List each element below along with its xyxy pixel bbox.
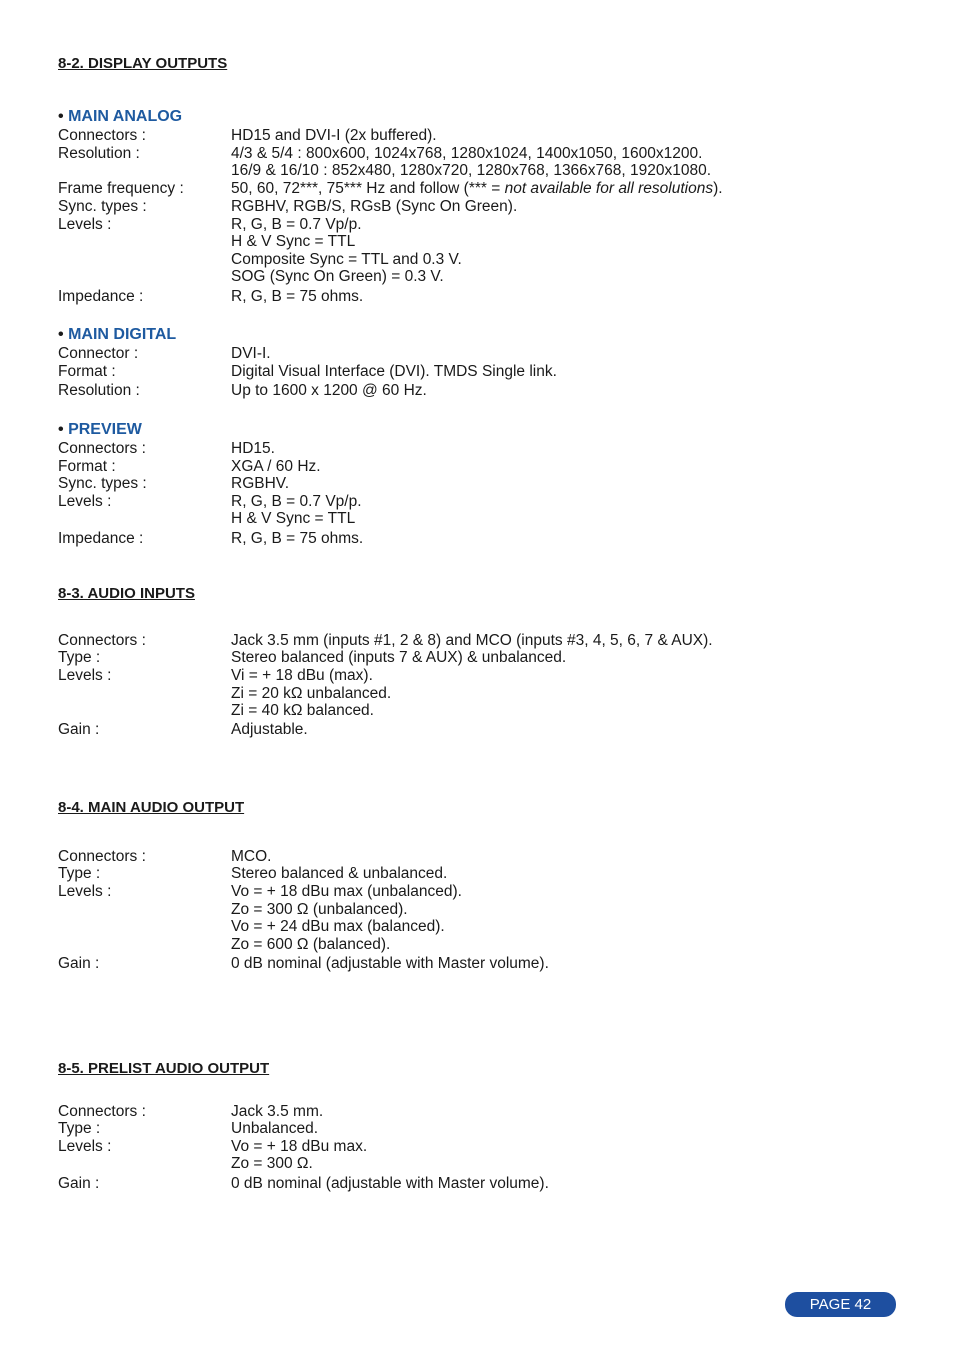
subsection-preview [58, 421, 142, 439]
spec-label: Connectors : [58, 1103, 146, 1120]
spec-label: Type : [58, 1120, 101, 1137]
subsection-main-analog [58, 108, 182, 126]
spec-value: Adjustable. [231, 721, 308, 738]
spec-value: XGA / 60 Hz. [231, 458, 321, 475]
spec-label: Levels : [58, 883, 112, 900]
spec-value: R, G, B = 0.7 Vp/p. [231, 493, 362, 510]
spec-value: Vo = + 24 dBu max (balanced). [231, 918, 445, 935]
spec-value-part: ). [713, 180, 723, 197]
spec-label: Gain : [58, 955, 100, 972]
spec-value: RGBHV. [231, 475, 290, 492]
spec-value: Unbalanced. [231, 1120, 319, 1137]
spec-value: DVI-I. [231, 345, 271, 362]
spec-value: Digital Visual Interface (DVI). TMDS Single link. [231, 363, 557, 380]
spec-value: 0 dB nominal (adjustable with Master volume). [231, 1175, 549, 1192]
spec-value: 16/9 & 16/10 : 852x480, 1280x720, 1280x768, 1366x768, 1920x1080. [231, 162, 712, 179]
spec-value: RGBHV, RGB/S, RGsB (Sync On Green). [231, 198, 518, 215]
spec-label: Connectors : [58, 127, 146, 144]
section-title-audio-inputs: 8-3. AUDIO INPUTS [58, 585, 195, 602]
spec-value: Vo = + 18 dBu max (unbalanced). [231, 883, 462, 900]
section-title-prelist-audio-output: 8-5. PRELIST AUDIO OUTPUT [58, 1060, 270, 1077]
bullet: • [58, 108, 64, 125]
spec-label: Resolution : [58, 382, 140, 399]
spec-label: Connector : [58, 345, 139, 362]
spec-value: H & V Sync = TTL [231, 233, 356, 250]
spec-label: Connectors : [58, 632, 146, 649]
bullet: • [58, 326, 64, 343]
section-title-main-audio-output: 8-4. MAIN AUDIO OUTPUT [58, 799, 245, 816]
spec-label: Impedance : [58, 288, 144, 305]
spec-value-part: 50, 60, 72***, 75*** Hz and follow (*** = [231, 180, 505, 197]
spec-value: Stereo balanced (inputs 7 & AUX) & unbalanced. [231, 649, 567, 666]
spec-label: Sync. types : [58, 198, 147, 215]
spec-value: Zo = 300 Ω. [231, 1155, 313, 1172]
spec-label: Format : [58, 458, 116, 475]
spec-value: Zo = 600 Ω (balanced). [231, 936, 391, 953]
spec-value: SOG (Sync On Green) = 0.3 V. [231, 268, 444, 285]
spec-value: Composite Sync = TTL and 0.3 V. [231, 251, 462, 268]
spec-label: Gain : [58, 721, 100, 738]
spec-value: 0 dB nominal (adjustable with Master volume). [231, 955, 549, 972]
spec-label: Connectors : [58, 440, 146, 457]
spec-value: Jack 3.5 mm. [231, 1103, 324, 1120]
spec-value: Stereo balanced & unbalanced. [231, 865, 448, 882]
spec-value: 4/3 & 5/4 : 800x600, 1024x768, 1280x1024, 1400x1050, 1600x1200. [231, 145, 703, 162]
spec-value: Jack 3.5 mm (inputs #1, 2 & 8) and MCO (inputs #3, 4, 5, 6, 7 & AUX). [231, 632, 713, 649]
spec-label: Levels : [58, 493, 112, 510]
bullet: • [58, 421, 64, 438]
spec-value [231, 180, 723, 198]
spec-value: R, G, B = 75 ohms. [231, 530, 364, 547]
spec-value: H & V Sync = TTL [231, 510, 356, 527]
subsection-label: MAIN ANALOG [68, 108, 183, 125]
spec-value: R, G, B = 75 ohms. [231, 288, 364, 305]
spec-label: Resolution : [58, 145, 140, 162]
spec-label: Levels : [58, 1138, 112, 1155]
spec-value: HD15. [231, 440, 275, 457]
subsection-label: PREVIEW [68, 421, 142, 438]
spec-label: Type : [58, 865, 101, 882]
spec-label: Frame frequency : [58, 180, 184, 197]
spec-label: Connectors : [58, 848, 146, 865]
subsection-main-digital [58, 326, 176, 344]
spec-value: HD15 and DVI-I (2x buffered). [231, 127, 437, 144]
spec-label: Gain : [58, 1175, 100, 1192]
spec-value: Zi = 20 kΩ unbalanced. [231, 685, 392, 702]
spec-value: Zo = 300 Ω (unbalanced). [231, 901, 408, 918]
spec-label: Format : [58, 363, 116, 380]
spec-value: Vo = + 18 dBu max. [231, 1138, 368, 1155]
spec-label: Sync. types : [58, 475, 147, 492]
spec-label: Type : [58, 649, 101, 666]
subsection-label: MAIN DIGITAL [68, 326, 177, 343]
spec-value: R, G, B = 0.7 Vp/p. [231, 216, 362, 233]
spec-value-italic: not available for all resolutions [504, 180, 714, 197]
page-number-badge: PAGE 42 [785, 1292, 896, 1317]
section-title-display-outputs: 8-2. DISPLAY OUTPUTS [58, 55, 228, 72]
spec-value: Zi = 40 kΩ balanced. [231, 702, 374, 719]
spec-value: MCO. [231, 848, 272, 865]
spec-value: Up to 1600 x 1200 @ 60 Hz. [231, 382, 427, 399]
spec-label: Levels : [58, 667, 112, 684]
spec-label: Impedance : [58, 530, 144, 547]
spec-label: Levels : [58, 216, 112, 233]
spec-value: Vi = + 18 dBu (max). [231, 667, 373, 684]
